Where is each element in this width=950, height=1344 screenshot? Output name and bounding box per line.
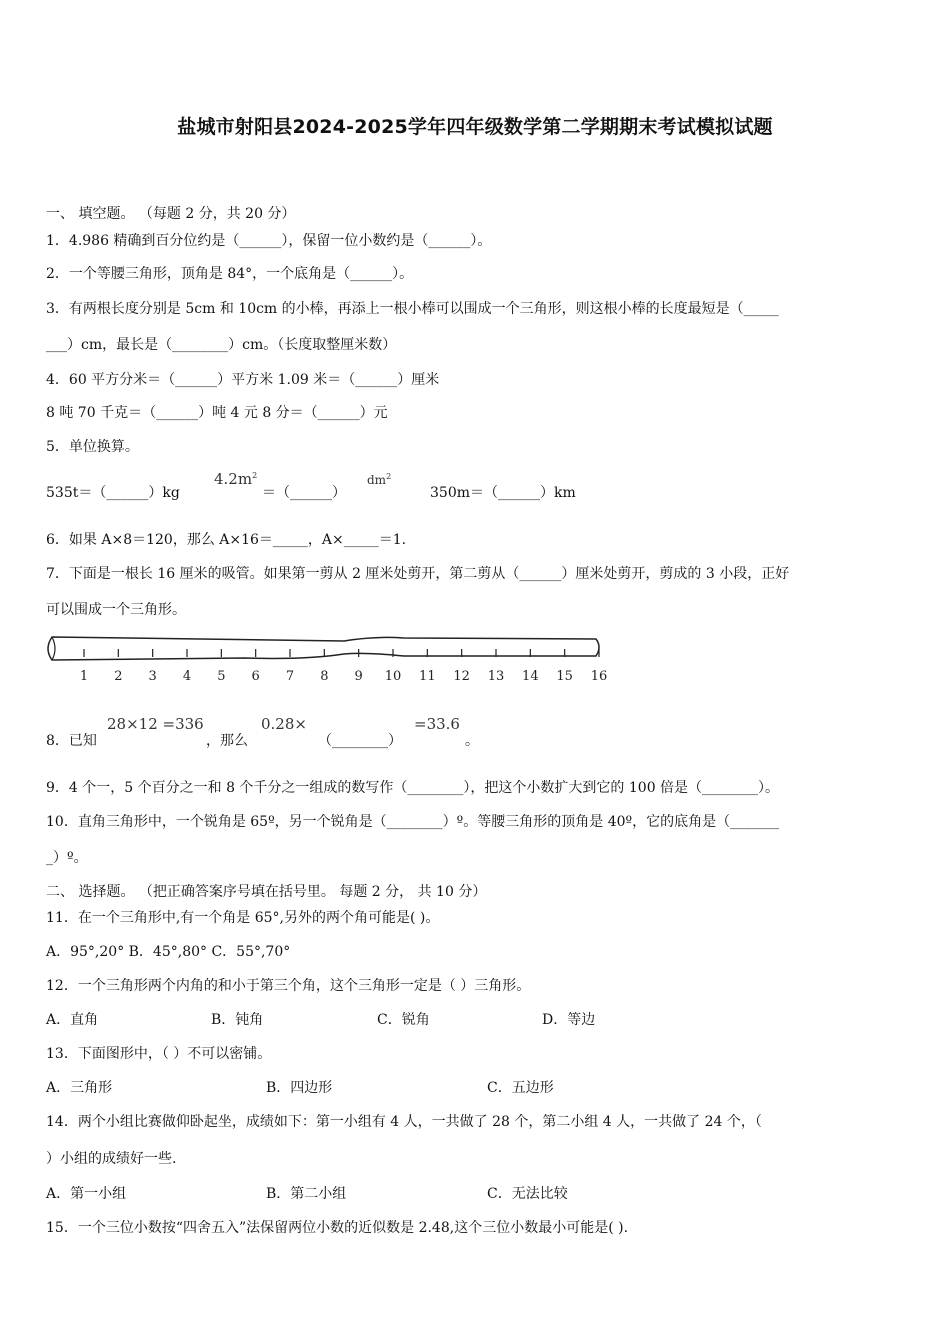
question-8-end: 。: [465, 733, 479, 749]
question-10-line2: _）º。: [46, 850, 88, 866]
ruler-label: 5: [217, 669, 226, 684]
q14-option-c: C．无法比较: [487, 1186, 568, 1202]
ruler-label: 15: [556, 669, 573, 684]
ruler-label: 13: [487, 669, 505, 684]
superscript: 2: [386, 472, 392, 481]
question-5-math2: [367, 472, 391, 487]
math-dm: dm: [367, 473, 387, 487]
q14-option-b: B．第二小组: [266, 1186, 347, 1202]
ruler-label: 3: [148, 669, 157, 684]
ruler-label: 2: [114, 669, 123, 684]
q12-option-c: C．锐角: [377, 1012, 430, 1028]
straw-ruler-figure: [44, 632, 619, 688]
section2-heading: 二、 选择题。 （把正确答案序号填在括号里。 每题 2 分， 共 10 分）: [46, 884, 487, 900]
question-8-math1: 28×12 =336: [107, 715, 204, 733]
question-4-line1: 4．60 平方分米＝（______）平方米 1.09 米＝（______）厘米: [46, 372, 440, 388]
ruler-label: 1: [79, 669, 89, 684]
question-5-part2: ＝（______）: [262, 485, 346, 501]
question-14-line2: ）小组的成绩好一些.: [46, 1151, 177, 1167]
question-4-line2: 8 吨 70 千克＝（______）吨 4 元 8 分＝（______）元: [46, 405, 388, 421]
superscript: 2: [252, 471, 258, 480]
question-3-line1: 3．有两根长度分别是 5cm 和 10cm 的小棒，再添上一根小棒可以围成一个三角形，则这根小棒的长度最短是（_____: [46, 301, 779, 317]
ruler-label: 12: [453, 669, 470, 684]
question-10-line1: 10．直角三角形中，一个锐角是 65º，另一个锐角是（________）º。等腰三角形的顶角是 40º，它的底角是（_______: [46, 814, 780, 830]
ruler-label: 11: [419, 669, 436, 684]
q12-option-b: B．钝角: [211, 1012, 264, 1028]
section1-heading: 一、 填空题。 （每题 2 分，共 20 分）: [46, 206, 296, 222]
question-8-prefix: 8．已知: [46, 733, 97, 749]
ruler-label: 8: [320, 669, 329, 684]
question-11-options: A．95°,20° B．45°,80° C．55°,70°: [46, 944, 291, 960]
ruler-label: 7: [285, 669, 295, 684]
question-8-math3: =33.6: [414, 715, 460, 733]
question-2: 2．一个等腰三角形，顶角是 84°，一个底角是（______）。: [46, 266, 414, 282]
q14-option-a: A．第一小组: [46, 1186, 127, 1202]
straw-left-end: [52, 637, 55, 660]
ruler-labels: [80, 669, 607, 684]
page-title: 盐城市射阳县2024-2025学年四年级数学第二学期期末考试模拟试题: [177, 116, 773, 138]
question-8-blank: （________）: [318, 733, 402, 749]
ruler-label: 10: [384, 669, 402, 684]
question-5-math1: [214, 470, 257, 488]
question-1: 1．4.986 精确到百分位约是（______），保留一位小数约是（______）。: [46, 233, 492, 249]
question-11: 11．在一个三角形中,有一个角是 65°,另外的两个角可能是( )。: [46, 910, 440, 926]
q13-option-c: C．五边形: [487, 1080, 554, 1096]
math-4-2m: 4.2m: [214, 470, 253, 488]
ruler-label: 16: [590, 669, 608, 684]
question-13: 13．下面图形中，（ ）不可以密铺。: [46, 1046, 272, 1062]
q13-option-a: A．三角形: [46, 1080, 113, 1096]
question-5-part3: 350m＝（______）km: [430, 485, 576, 501]
question-6: 6．如果 A×8＝120，那么 A×16＝_____，A×_____＝1.: [46, 532, 407, 548]
question-7-line1: 7．下面是一根长 16 厘米的吸管。如果第一剪从 2 厘米处剪开，第二剪从（______）厘米处剪开，剪成的 3 小段，正好: [46, 566, 790, 582]
question-9: 9．4 个一，5 个百分之一和 8 个千分之一组成的数写作（________），把这个小数扩大到它的 100 倍是（________）。: [46, 780, 780, 796]
question-7-line2: 可以围成一个三角形。: [46, 602, 186, 618]
question-8-math2: 0.28×: [261, 715, 307, 733]
ruler-label: 6: [251, 669, 260, 684]
question-5-part1: 535t＝（______）kg: [46, 485, 180, 501]
q12-option-a: A．直角: [46, 1012, 99, 1028]
question-14-line1: 14．两个小组比赛做仰卧起坐，成绩如下：第一小组有 4 人，一共做了 28 个，第二小组 4 人，一共做了 24 个，（: [46, 1114, 762, 1130]
question-5: 5．单位换算。: [46, 439, 139, 455]
question-3-line2: ___）cm，最长是（________）cm。（长度取整厘米数）: [46, 337, 397, 353]
question-8-mid: ，那么: [206, 733, 248, 749]
ruler-label: 14: [522, 669, 539, 684]
q12-option-d: D．等边: [542, 1012, 596, 1028]
question-12: 12．一个三角形两个内角的和小于第三个角，这个三角形一定是（ ）三角形。: [46, 978, 531, 994]
ruler-label: 4: [182, 669, 192, 684]
straw-outline: [48, 637, 599, 660]
question-15: 15．一个三位小数按“四舍五入”法保留两位小数的近似数是 2.48,这个三位小数最小可能是( ).: [46, 1220, 629, 1236]
q13-option-b: B．四边形: [266, 1080, 333, 1096]
ruler-label: 9: [354, 669, 363, 684]
